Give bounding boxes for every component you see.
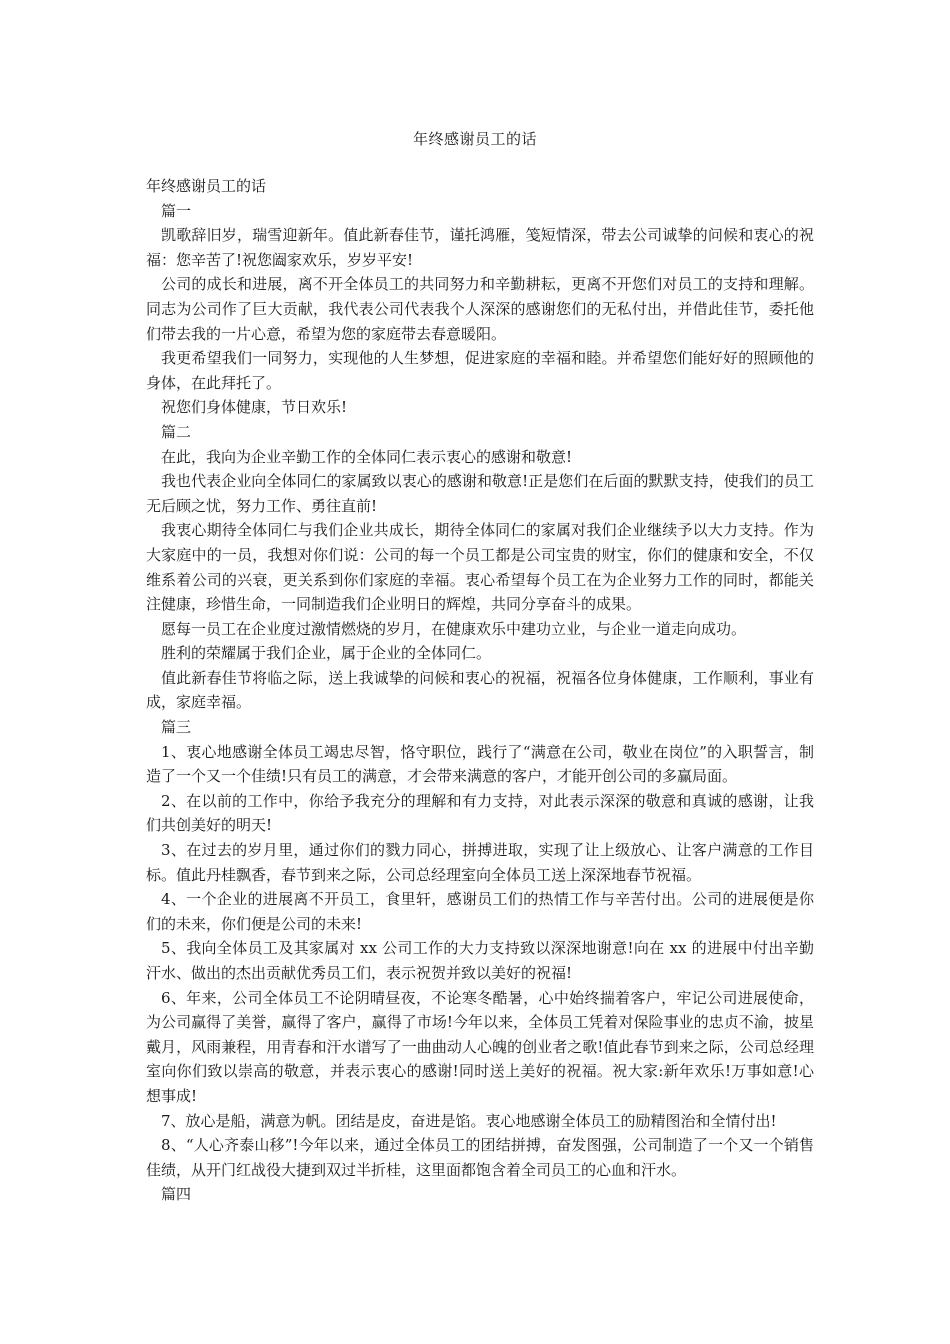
paragraph: 我也代表企业向全体同仁的家属致以衷心的感谢和敬意!正是您们在后面的默默支持，使我们的员工无后顾之忧，努力工作、勇往直前!	[146, 472, 814, 515]
paragraph: 值此新春佳节将临之际，送上我诚挚的问候和衷心的祝福，祝福各位身体健康，工作顺利，事业有成，家庭幸福。	[146, 668, 814, 712]
paragraph: 凯歌辞旧岁，瑞雪迎新年。值此新春佳节，谨托鸿雁，笺短情深，带去公司诚挚的问候和衷心的祝福：您辛苦了!祝您阖家欢乐，岁岁平安!	[146, 226, 814, 269]
paragraph: 愿每一员工在企业度过激情燃烧的岁月，在健康欢乐中建功立业，与企业一道走向成功。	[161, 619, 747, 638]
paragraph: 公司的成长和进展，离不开全体员工的共同努力和辛勤耕耘，更离不开您们对员工的支持和理解。 同志为公司作了巨大贡献，我代表公司代表我个人深深的感谢您们的无私付出，并借此佳节，委托他们带去我的一片心意，希望为您的家庭带去春意暖阳。	[146, 275, 814, 343]
list-item: 3、在过去的岁月里，通过你们的戮力同心，拼搏进取，实现了让上级放心、让客户满意的工作目标。值此丹桂飘香，春节到来之际，公司总经理室向全体员工送上深深地春节祝福。	[146, 841, 814, 884]
paragraph: 祝您们身体健康，节日欢乐!	[161, 398, 348, 417]
document-title: 年终感谢员工的话	[412, 130, 537, 148]
list-item: 6、年来，公司全体员工不论阴晴昼夜，不论寒冬酷暑，心中始终揣着客户，牢记公司进展使命，为公司赢得了美誉，赢得了客户，赢得了市场!今年以来，全体员工凭着对保险事业的忠贞不渝，披星戴月，风雨兼程，用青春和汗水谱写了一曲曲动人心魄的创业者之歌!值此春节到来之际，公司总经理室向你们致以崇高的敬意，并表示衷心的感谢!同时送上美好的祝福。祝大家:新年欢乐!万事如意!心想事成!	[146, 988, 814, 1105]
section-heading-3: 篇三	[161, 718, 192, 737]
paragraph: 我衷心期待全体同仁与我们企业共成长，期待全体同仁的家属对我们企业继续予以大力支持。作为大家庭中的一员，我想对你们说：公司的每一个员工都是公司宝贵的财宝，你们的健康和安全，不仅维系着公司的兴衰，更关系到你们家庭的幸福。衷心希望每个员工在为企业努力工作的同时，都能关注健康，珍惜生命，一同制造我们企业明日的辉煌，共同分享奋斗的成果。	[146, 521, 814, 614]
list-item: 2、在以前的工作中，你给予我充分的理解和有力支持，对此表示深深的敬意和真诚的感谢，让我们共创美好的明天!	[146, 791, 814, 835]
paragraph: 我更希望我们一同努力，实现他的人生梦想，促进家庭的幸福和睦。并希望您们能好好的照顾他的身体，在此拜托了。	[146, 349, 814, 392]
section-heading-2: 篇二	[161, 422, 192, 441]
paragraph: 胜利的荣耀属于我们企业，属于企业的全体同仁。	[161, 644, 492, 663]
list-item: 5、我向全体员工及其家属对 xx 公司工作的大力支持致以深深地谢意!向在 xx 的进展中付出辛勤汗水、做出的杰出贡献优秀员工们，表示祝贺并致以美好的祝福!	[146, 939, 814, 982]
list-item: 8、“人心齐泰山移”!今年以来，通过全体员工的团结拼搏，奋发图强，公司制造了一个又一个销售佳绩，从开门红战役大捷到双过半折桂，这里面都饱含着全司员工的心血和汗水。	[146, 1136, 814, 1179]
section-heading-4: 篇四	[161, 1185, 192, 1204]
list-item: 1、衷心地感谢全体员工竭忠尽智，恪守职位，践行了“满意在公司，敬业在岗位”的入职誓言，制造了一个又一个佳绩!只有员工的满意，才会带来满意的客户，才能开创公司的多赢局面。	[146, 742, 814, 786]
list-item: 7、放心是船，满意为帆。团结是皮，奋进是馅。衷心地感谢全体员工的励精图治和全情付出!	[161, 1111, 777, 1130]
section-heading-1: 篇一	[161, 201, 192, 220]
paragraph: 在此，我向为企业辛勤工作的全体同仁表示衷心的感谢和敬意!	[161, 447, 573, 466]
document-body	[146, 174, 814, 1207]
list-item: 4、一个企业的进展离不开员工，食里轩，感谢员工们的热情工作与辛苦付出。公司的进展便是你们的未来，你们便是公司的未来!	[146, 890, 814, 933]
document-heading: 年终感谢员工的话	[146, 177, 267, 195]
